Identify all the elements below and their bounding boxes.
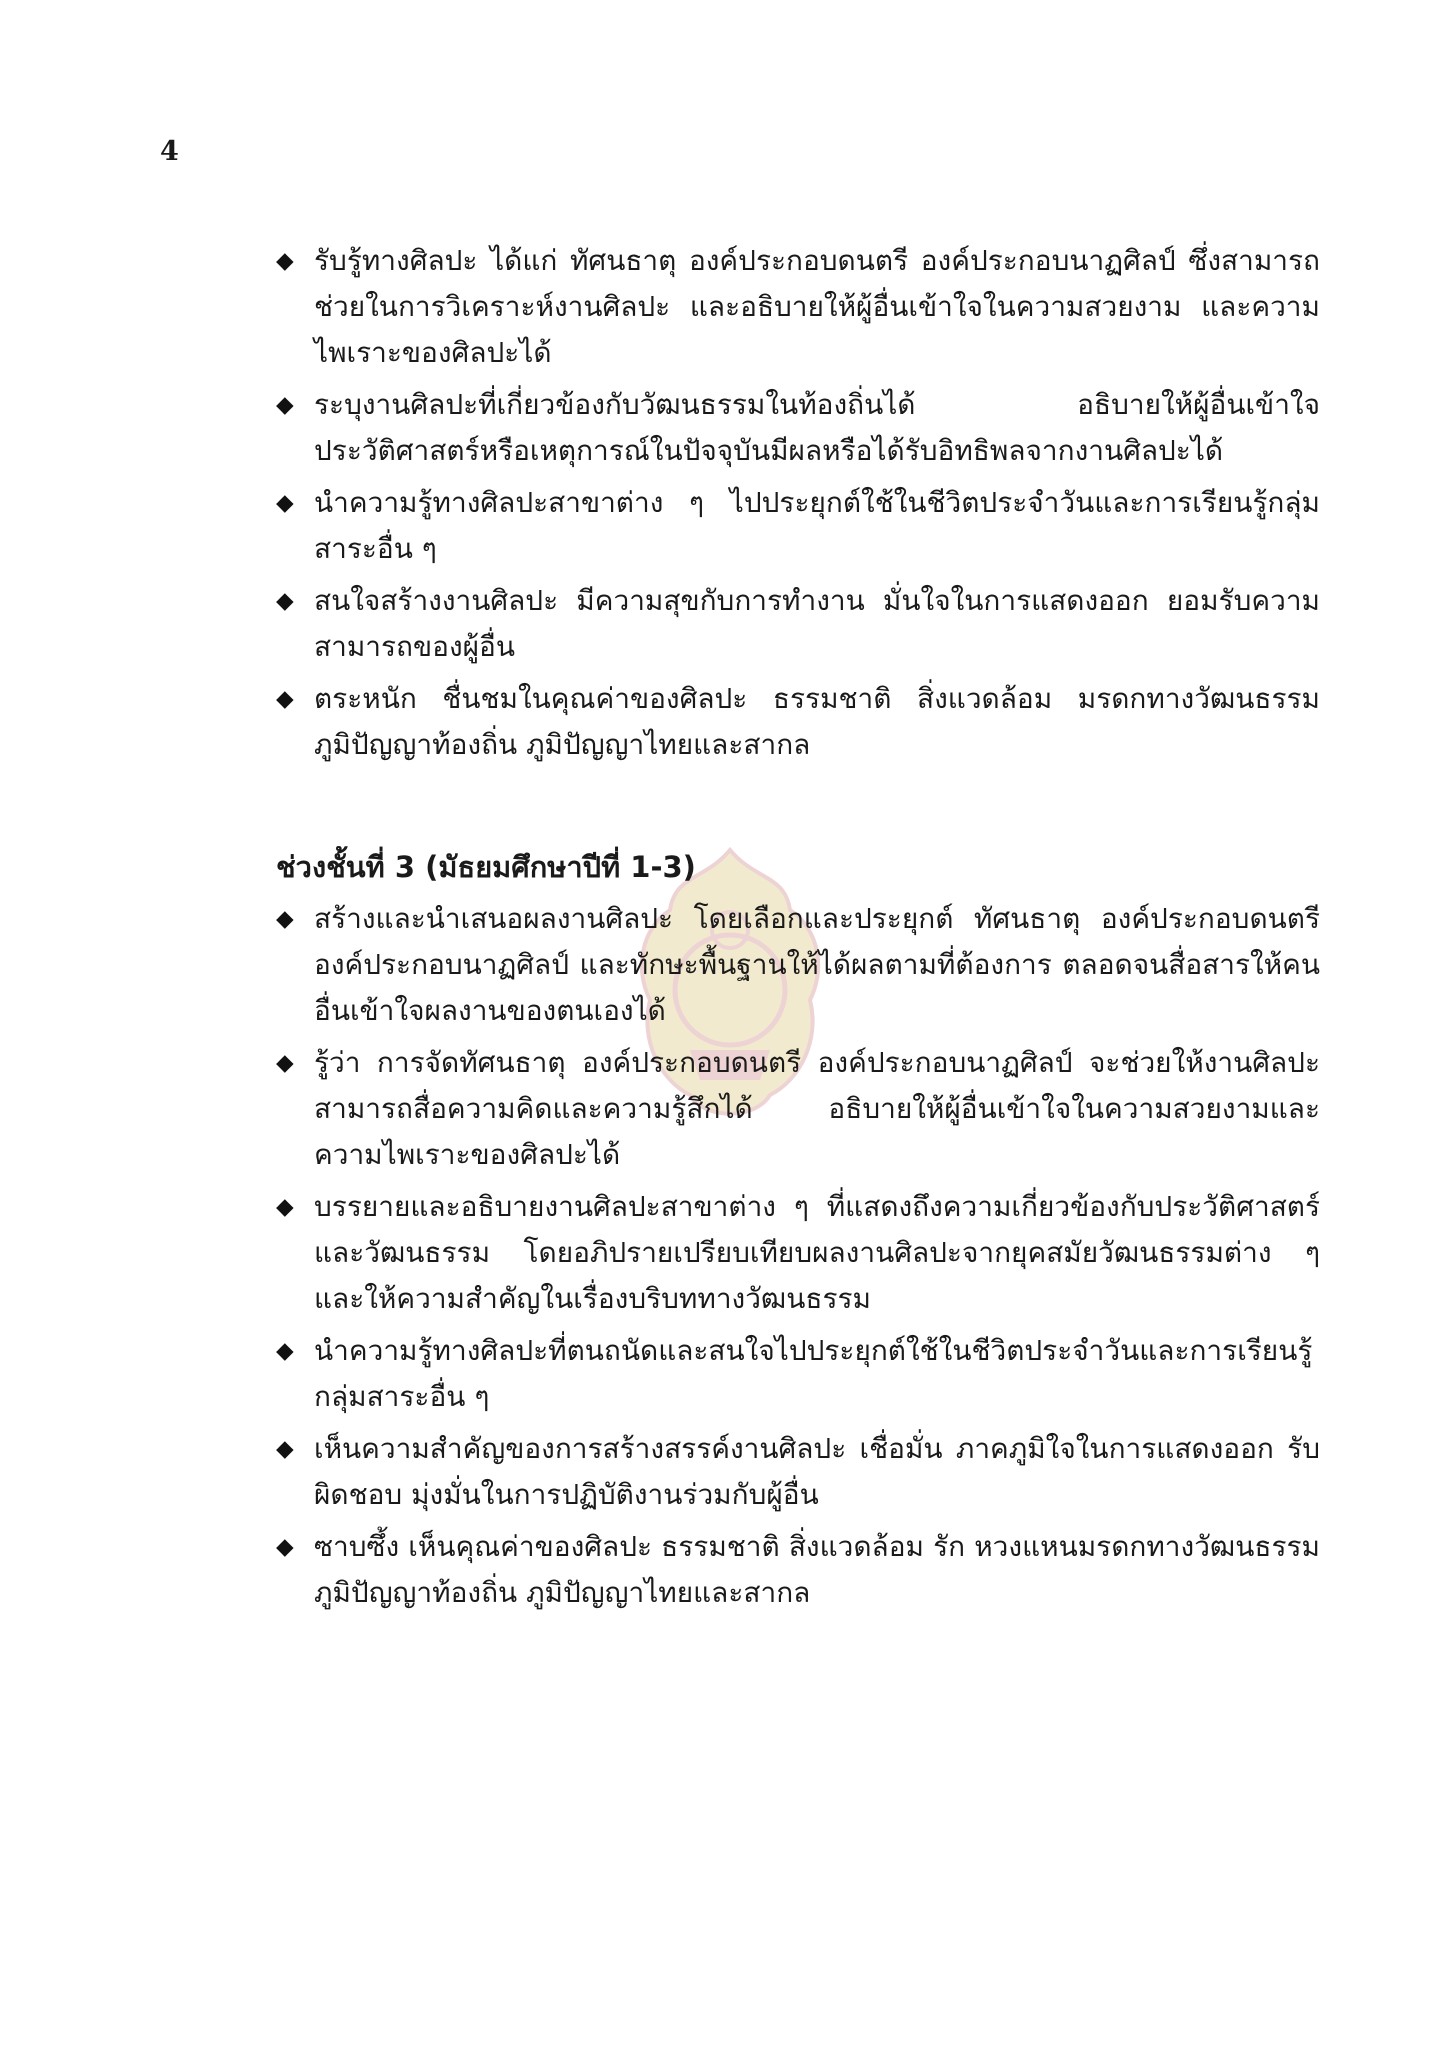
list-item bbox=[276, 1524, 1320, 1616]
page-number: 4 bbox=[160, 136, 179, 167]
diamond-bullet-icon: ◆ bbox=[276, 906, 294, 932]
diamond-bullet-icon: ◆ bbox=[276, 1050, 294, 1076]
diamond-bullet-icon: ◆ bbox=[276, 248, 294, 274]
diamond-bullet-icon: ◆ bbox=[276, 1338, 294, 1364]
list-item-text: นำความรู้ทางศิลปะที่ตนถนัดและสนใจไปประยุกต์ใช้ในชีวิตประจำวันและการเรียนรู้กลุ่มสาระอื่น ๆ bbox=[314, 1334, 1313, 1413]
list-item-text: สนใจสร้างงานศิลปะ มีความสุขกับการทำงาน มั่นใจในการแสดงออก ยอมรับความสามารถของผู้อื่น bbox=[314, 584, 1320, 663]
list-item bbox=[276, 480, 1320, 572]
list-item bbox=[276, 676, 1320, 768]
list-item-text: เห็นความสำคัญของการสร้างสรรค์งานศิลปะ เชื่อมั่น ภาคภูมิใจในการแสดงออก รับผิดชอบ มุ่งมั่นในการปฏิบัติงานร่วมกับผู้อื่น bbox=[314, 1432, 1320, 1511]
list-item-text: รู้ว่า การจัดทัศนธาตุ องค์ประกอบดนตรี องค์ประกอบนาฏศิลป์ จะช่วยให้งานศิลปะสามารถสื่อความคิดและความรู้สึกได้ อธิบายให้ผู้อื่นเข้าใจในความสวยงามและความไพเราะของศิลปะได้ bbox=[314, 1046, 1320, 1171]
list-item bbox=[276, 382, 1320, 474]
list-item bbox=[276, 578, 1320, 670]
diamond-bullet-icon: ◆ bbox=[276, 392, 294, 418]
list-item-text: สร้างและนำเสนอผลงานศิลปะ โดยเลือกและประยุกต์ ทัศนธาตุ องค์ประกอบดนตรี องค์ประกอบนาฏศิลป์ และทักษะพื้นฐานให้ได้ผลตามที่ต้องการ ตลอดจนสื่อสารให้คนอื่นเข้าใจผลงานของตนเองได้ bbox=[314, 902, 1320, 1027]
diamond-bullet-icon: ◆ bbox=[276, 1436, 294, 1462]
list-item bbox=[276, 1426, 1320, 1518]
list-item-text: นำความรู้ทางศิลปะสาขาต่าง ๆ ไปประยุกต์ใช้ในชีวิตประจำวันและการเรียนรู้กลุ่มสาระอื่น ๆ bbox=[314, 486, 1320, 565]
section-heading: ช่วงชั้นที่ 3 (มัธยมศึกษาปีที่ 1-3) bbox=[276, 850, 696, 884]
list-item bbox=[276, 1184, 1320, 1322]
list-item bbox=[276, 896, 1320, 1034]
list-item-text: ตระหนัก ชื่นชมในคุณค่าของศิลปะ ธรรมชาติ สิ่งแวดล้อม มรดกทางวัฒนธรรม ภูมิปัญญาท้องถิ่น ภูมิปัญญาไทยและสากล bbox=[314, 682, 1320, 761]
list-item-text: บรรยายและอธิบายงานศิลปะสาขาต่าง ๆ ที่แสดงถึงความเกี่ยวข้องกับประวัติศาสตร์และวัฒนธรรม โดยอภิปรายเปรียบเทียบผลงานศิลปะจากยุคสมัยวัฒนธรรมต่าง ๆ และให้ความสำคัญในเรื่องบริบททางวัฒนธรรม bbox=[314, 1190, 1320, 1315]
list-item-text: รับรู้ทางศิลปะ ได้แก่ ทัศนธาตุ องค์ประกอบดนตรี องค์ประกอบนาฏศิลป์ ซึ่งสามารถช่วยในการวิเคราะห์งานศิลปะ และอธิบายให้ผู้อื่นเข้าใจในความสวยงาม และความไพเราะของศิลปะได้ bbox=[314, 244, 1320, 369]
list-item bbox=[276, 238, 1320, 376]
diamond-bullet-icon: ◆ bbox=[276, 686, 294, 712]
list-item bbox=[276, 1040, 1320, 1178]
section-bullet-list bbox=[276, 896, 1320, 1616]
list-item-text: ระบุงานศิลปะที่เกี่ยวข้องกับวัฒนธรรมในท้องถิ่นได้ อธิบายให้ผู้อื่นเข้าใจประวัติศาสตร์หรือเหตุการณ์ในปัจจุบันมีผลหรือได้รับอิทธิพลจากงานศิลปะได้ bbox=[314, 388, 1320, 467]
intro-bullet-list bbox=[276, 238, 1320, 768]
diamond-bullet-icon: ◆ bbox=[276, 1194, 294, 1220]
diamond-bullet-icon: ◆ bbox=[276, 588, 294, 614]
list-item bbox=[276, 1328, 1320, 1420]
diamond-bullet-icon: ◆ bbox=[276, 1534, 294, 1560]
list-item-text: ซาบซึ้ง เห็นคุณค่าของศิลปะ ธรรมชาติ สิ่งแวดล้อม รัก หวงแหนมรดกทางวัฒนธรรม ภูมิปัญญาท้องถิ่น ภูมิปัญญาไทยและสากล bbox=[314, 1530, 1320, 1609]
page-content bbox=[276, 238, 1320, 1622]
diamond-bullet-icon: ◆ bbox=[276, 490, 294, 516]
